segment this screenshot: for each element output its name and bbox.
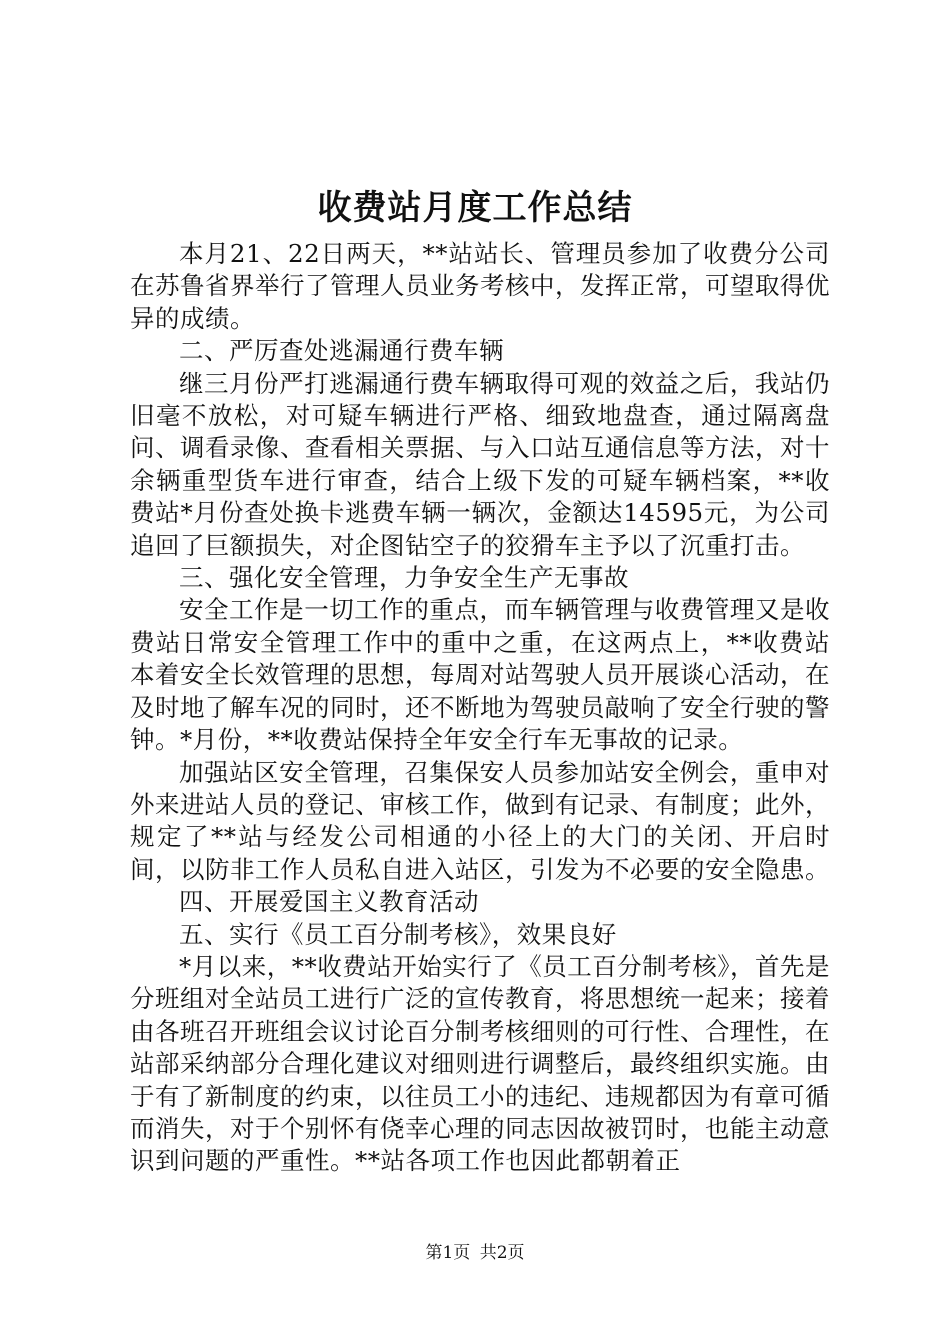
- paragraph-intro: 本月21、22日两天，**站站长、管理员参加了收费分公司在苏鲁省界举行了管理人员业务考核中，发挥正常，可望取得优异的成绩。: [130, 239, 830, 333]
- paragraph-section-2: 继三月份严打逃漏通行费车辆取得可观的效益之后，我站仍旧毫不放松，对可疑车辆进行严格、细致地盘查，通过隔离盘问、调看录像、查看相关票据、与入口站互通信息等方法，对十余辆重型货车进行审查，结合上级下发的可疑车辆档案，**收费站*月份查处换卡逃费车辆一辆次，金额达14595元，为公司追回了巨额损失，对企图钻空子的狡猾车主予以了沉重打击。: [130, 368, 830, 560]
- section-heading-2: 二、严厉查处逃漏通行费车辆: [179, 336, 504, 366]
- paragraph-section-3b: 加强站区安全管理，召集保安人员参加站安全例会，重申对外来进站人员的登记、审核工作，做到有记录、有制度；此外，规定了**站与经发公司相通的小径上的大门的关闭、开启时间，以防非工作人员私自进入站区，引发为不必要的安全隐患。: [130, 757, 830, 884]
- section-heading-5: 五、实行《员工百分制考核》，效果良好: [179, 919, 617, 949]
- document-title: 收费站月度工作总结: [317, 188, 633, 228]
- page-number: 第1页: [425, 1243, 471, 1263]
- page-footer: [0, 1241, 950, 1265]
- paragraph-section-5: *月以来，**收费站开始实行了《员工百分制考核》，首先是分班组对全站员工进行广泛的宣传教育，将思想统一起来；接着由各班召开班组会议讨论百分制考核细则的可行性、合理性，在站部采纳部分合理化建议对细则进行调整后，最终组织实施。由于有了新制度的约束，以往员工小的违纪、违规都因为有章可循而消失，对于个别怀有侥幸心理的同志因故被罚时，也能主动意识到问题的严重性。**站各项工作也因此都朝着正: [130, 951, 830, 1176]
- page-total: 共2页: [479, 1243, 525, 1263]
- document-body: [130, 238, 830, 1178]
- section-heading-4: 四、开展爱国主义教育活动: [179, 887, 479, 917]
- paragraph-section-3a: 安全工作是一切工作的重点，而车辆管理与收费管理又是收费站日常安全管理工作中的重中之重，在这两点上，**收费站本着安全长效管理的思想，每周对站驾驶人员开展谈心活动，在及时地了解车况的同时，还不断地为驾驶员敲响了安全行驶的警钟。*月份，**收费站保持全年安全行车无事故的记录。: [130, 595, 830, 755]
- section-heading-3: 三、强化安全管理，力争安全生产无事故: [179, 563, 629, 593]
